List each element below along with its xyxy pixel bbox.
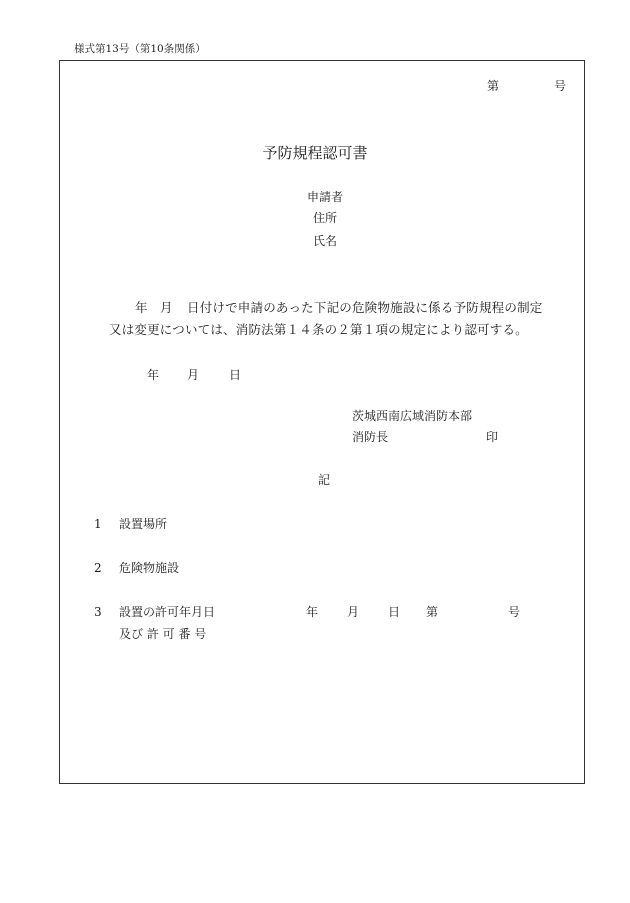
document-frame xyxy=(59,60,585,784)
issue-date-hi: 日 xyxy=(229,368,242,382)
doc-number-dai: 第 xyxy=(487,79,500,93)
item-1-number: 1 xyxy=(94,517,102,531)
body-line2-text: 又は変更については、消防法第１４条の２第１項の規定により認可する。 xyxy=(109,322,528,337)
item-2-number: 2 xyxy=(94,561,102,575)
doc-number-go: 号 xyxy=(554,79,567,93)
item-3-hi: 日 xyxy=(388,605,401,619)
item-3-go: 号 xyxy=(508,605,521,619)
item-3-nen: 年 xyxy=(306,605,319,619)
issuer-org: 茨城西南広域消防本部 xyxy=(352,409,473,423)
applicant-label: 申請者 xyxy=(306,190,343,204)
item-1-label: 設置場所 xyxy=(119,517,168,531)
applicant-address: 住所 xyxy=(312,211,337,225)
form-number-label: 様式第13号（第10条関係） xyxy=(74,43,206,55)
issue-date-tsuki: 月 xyxy=(187,368,200,382)
body-tsuki: 月 xyxy=(160,300,173,315)
body-nen: 年 xyxy=(135,300,148,315)
item-3-dai: 第 xyxy=(426,605,439,619)
body-line1-text: 日付けで申請のあった下記の危険物施設に係る予防規程の制定 xyxy=(187,300,543,315)
issuer-seal: 印 xyxy=(486,430,499,444)
item-3-label: 設置の許可年月日 xyxy=(119,605,216,619)
item-3-label2: 及び 許 可 番 号 xyxy=(119,627,207,641)
item-3-tsuki: 月 xyxy=(347,605,360,619)
issuer-title: 消防長 xyxy=(352,430,389,444)
document-title: 予防規程認可書 xyxy=(262,144,368,162)
applicant-name: 氏名 xyxy=(312,234,337,248)
issue-date-nen: 年 xyxy=(147,368,160,382)
ki-label: 記 xyxy=(318,473,331,487)
item-3-number: 3 xyxy=(94,605,102,619)
item-2-label: 危険物施設 xyxy=(119,561,180,575)
